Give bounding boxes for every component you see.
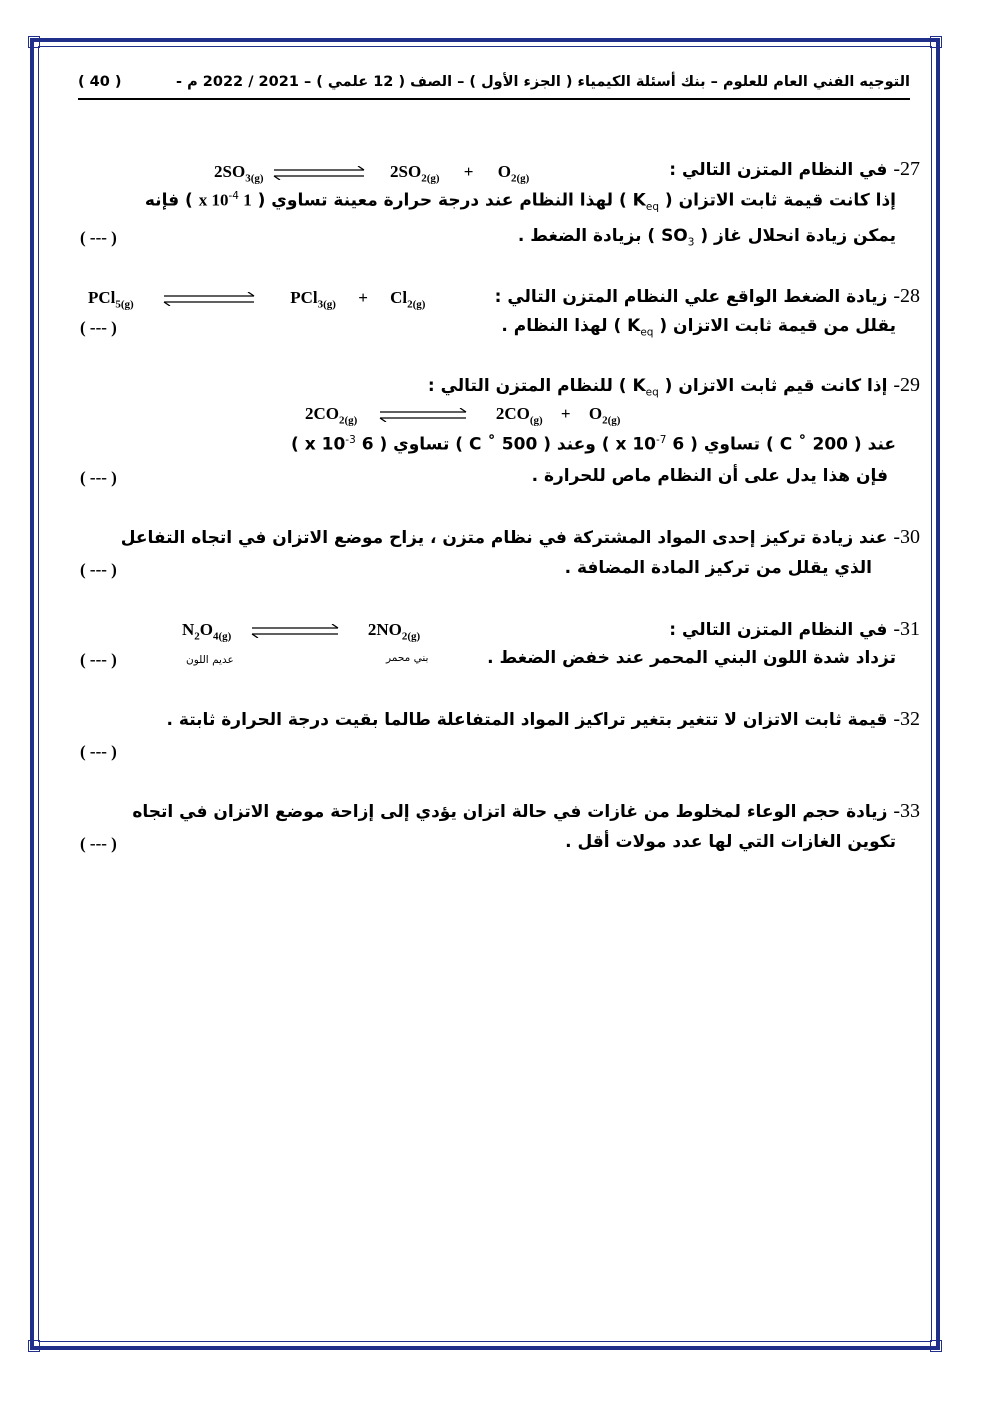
q33-line1: 33- زيادة حجم الوعاء لمخلوط من غازات في حالة اتزان يؤدي إلى إزاحة موضع الاتزان في اتجاه [132,800,920,822]
equilibrium-arrow-icon [268,166,372,180]
q29-intro: 29- إذا كانت قيم ثابت الاتزان ( $K_{eq}$ ) للنظام المتزن التالي : [427,374,920,399]
q27-intro: 27- في النظام المتزن التالي : [669,158,920,180]
equilibrium-arrow-icon [248,624,344,638]
q27-equation: $2SO_{3(g)}$ $2SO_{2(g)} + O_{2(g)}$ [214,162,530,185]
q31-label-colorless: عديم اللون [186,654,234,666]
corner-ornament [28,1340,40,1352]
equilibrium-arrow-icon [376,408,472,422]
answer-blank[interactable]: ( --- ) [80,560,117,579]
q29-number: 29- [893,374,920,396]
q28-number: 28- [893,285,920,307]
q29-line2: عند ( 200 ˚ C ) تساوي ( 6 x $10^{-7}$ ) وعند ( 500 ˚ C ) تساوي ( 6 x $10^{-3}$ ) [291,434,896,455]
q28-line2: يقلل من قيمة ثابت الاتزان ( $K_{eq}$ ) لهذا النظام . [501,316,896,339]
answer-blank[interactable]: ( --- ) [80,228,117,247]
q29-line3: فإن هذا يدل على أن النظام ماص للحرارة . [531,466,888,486]
q28-intro: 28- زيادة الضغط الواقع علي النظام المتزن التالي : [494,285,920,307]
q27-number: 27- [893,158,920,180]
q27-line1: إذا كانت قيمة ثابت الاتزان ( $K_{eq}$ ) لهذا النظام عند درجة حرارة معينة تساوي ( 1 x $10^{-4}$ ) فإنه [144,190,896,214]
corner-ornament [930,1340,942,1352]
q31-label-reddish-brown: بني محمر [386,652,429,664]
header-text: التوجيه الفني العام للعلوم – بنك أسئلة الكيمياء ( الجزء الأول ) – الصف ( 12 علمي ) – 2021 / 2022 م - [176,74,910,90]
page-number: ( 40 ) [78,74,122,90]
answer-blank[interactable]: ( --- ) [80,742,117,761]
q31-intro: 31- في النظام المتزن التالي : [669,618,920,640]
answer-blank[interactable]: ( --- ) [80,468,117,487]
page-header [78,74,910,100]
q33-line2: تكوين الغازات التي لها عدد مولات أقل . [565,832,896,852]
q30-line2: الذي يقلل من تركيز المادة المضافة . [564,558,872,578]
q30-number: 30- [893,526,920,548]
q28-equation: PCl$_{5(g)}$ $PCl_{3(g)} + Cl_{2(g)}$ [88,288,426,311]
q27-line2: يمكن زيادة انحلال غاز ( $SO_3$ ) بزيادة الضغط . [517,226,896,249]
q31-line2: تزداد شدة اللون البني المحمر عند خفض الضغط . [487,648,896,668]
q29-equation: $2CO_{2(g)}$ $2CO_{(g)} + O_{2(g)}$ [305,404,621,427]
answer-blank[interactable]: ( --- ) [80,650,117,669]
answer-blank[interactable]: ( --- ) [80,834,117,853]
answer-blank[interactable]: ( --- ) [80,318,117,337]
equilibrium-arrow-icon [160,292,260,306]
q31-number: 31- [893,618,920,640]
q31-equation: $N_2O_{4(g)}$ $2NO_{2(g)}$ [182,620,421,643]
q33-number: 33- [893,800,920,822]
q30-line1: 30- عند زيادة تركيز إحدى المواد المشتركة في نظام متزن ، يزاح موضع الاتزان في اتجاه التفاعل [120,526,920,548]
corner-ornament [28,36,40,48]
corner-ornament [930,36,942,48]
q32-number: 32- [893,708,920,730]
q32-line1: 32- قيمة ثابت الاتزان لا تتغير بتغير تراكيز المواد المتفاعلة طالما بقيت درجة الحرارة ثابتة . [166,708,920,730]
